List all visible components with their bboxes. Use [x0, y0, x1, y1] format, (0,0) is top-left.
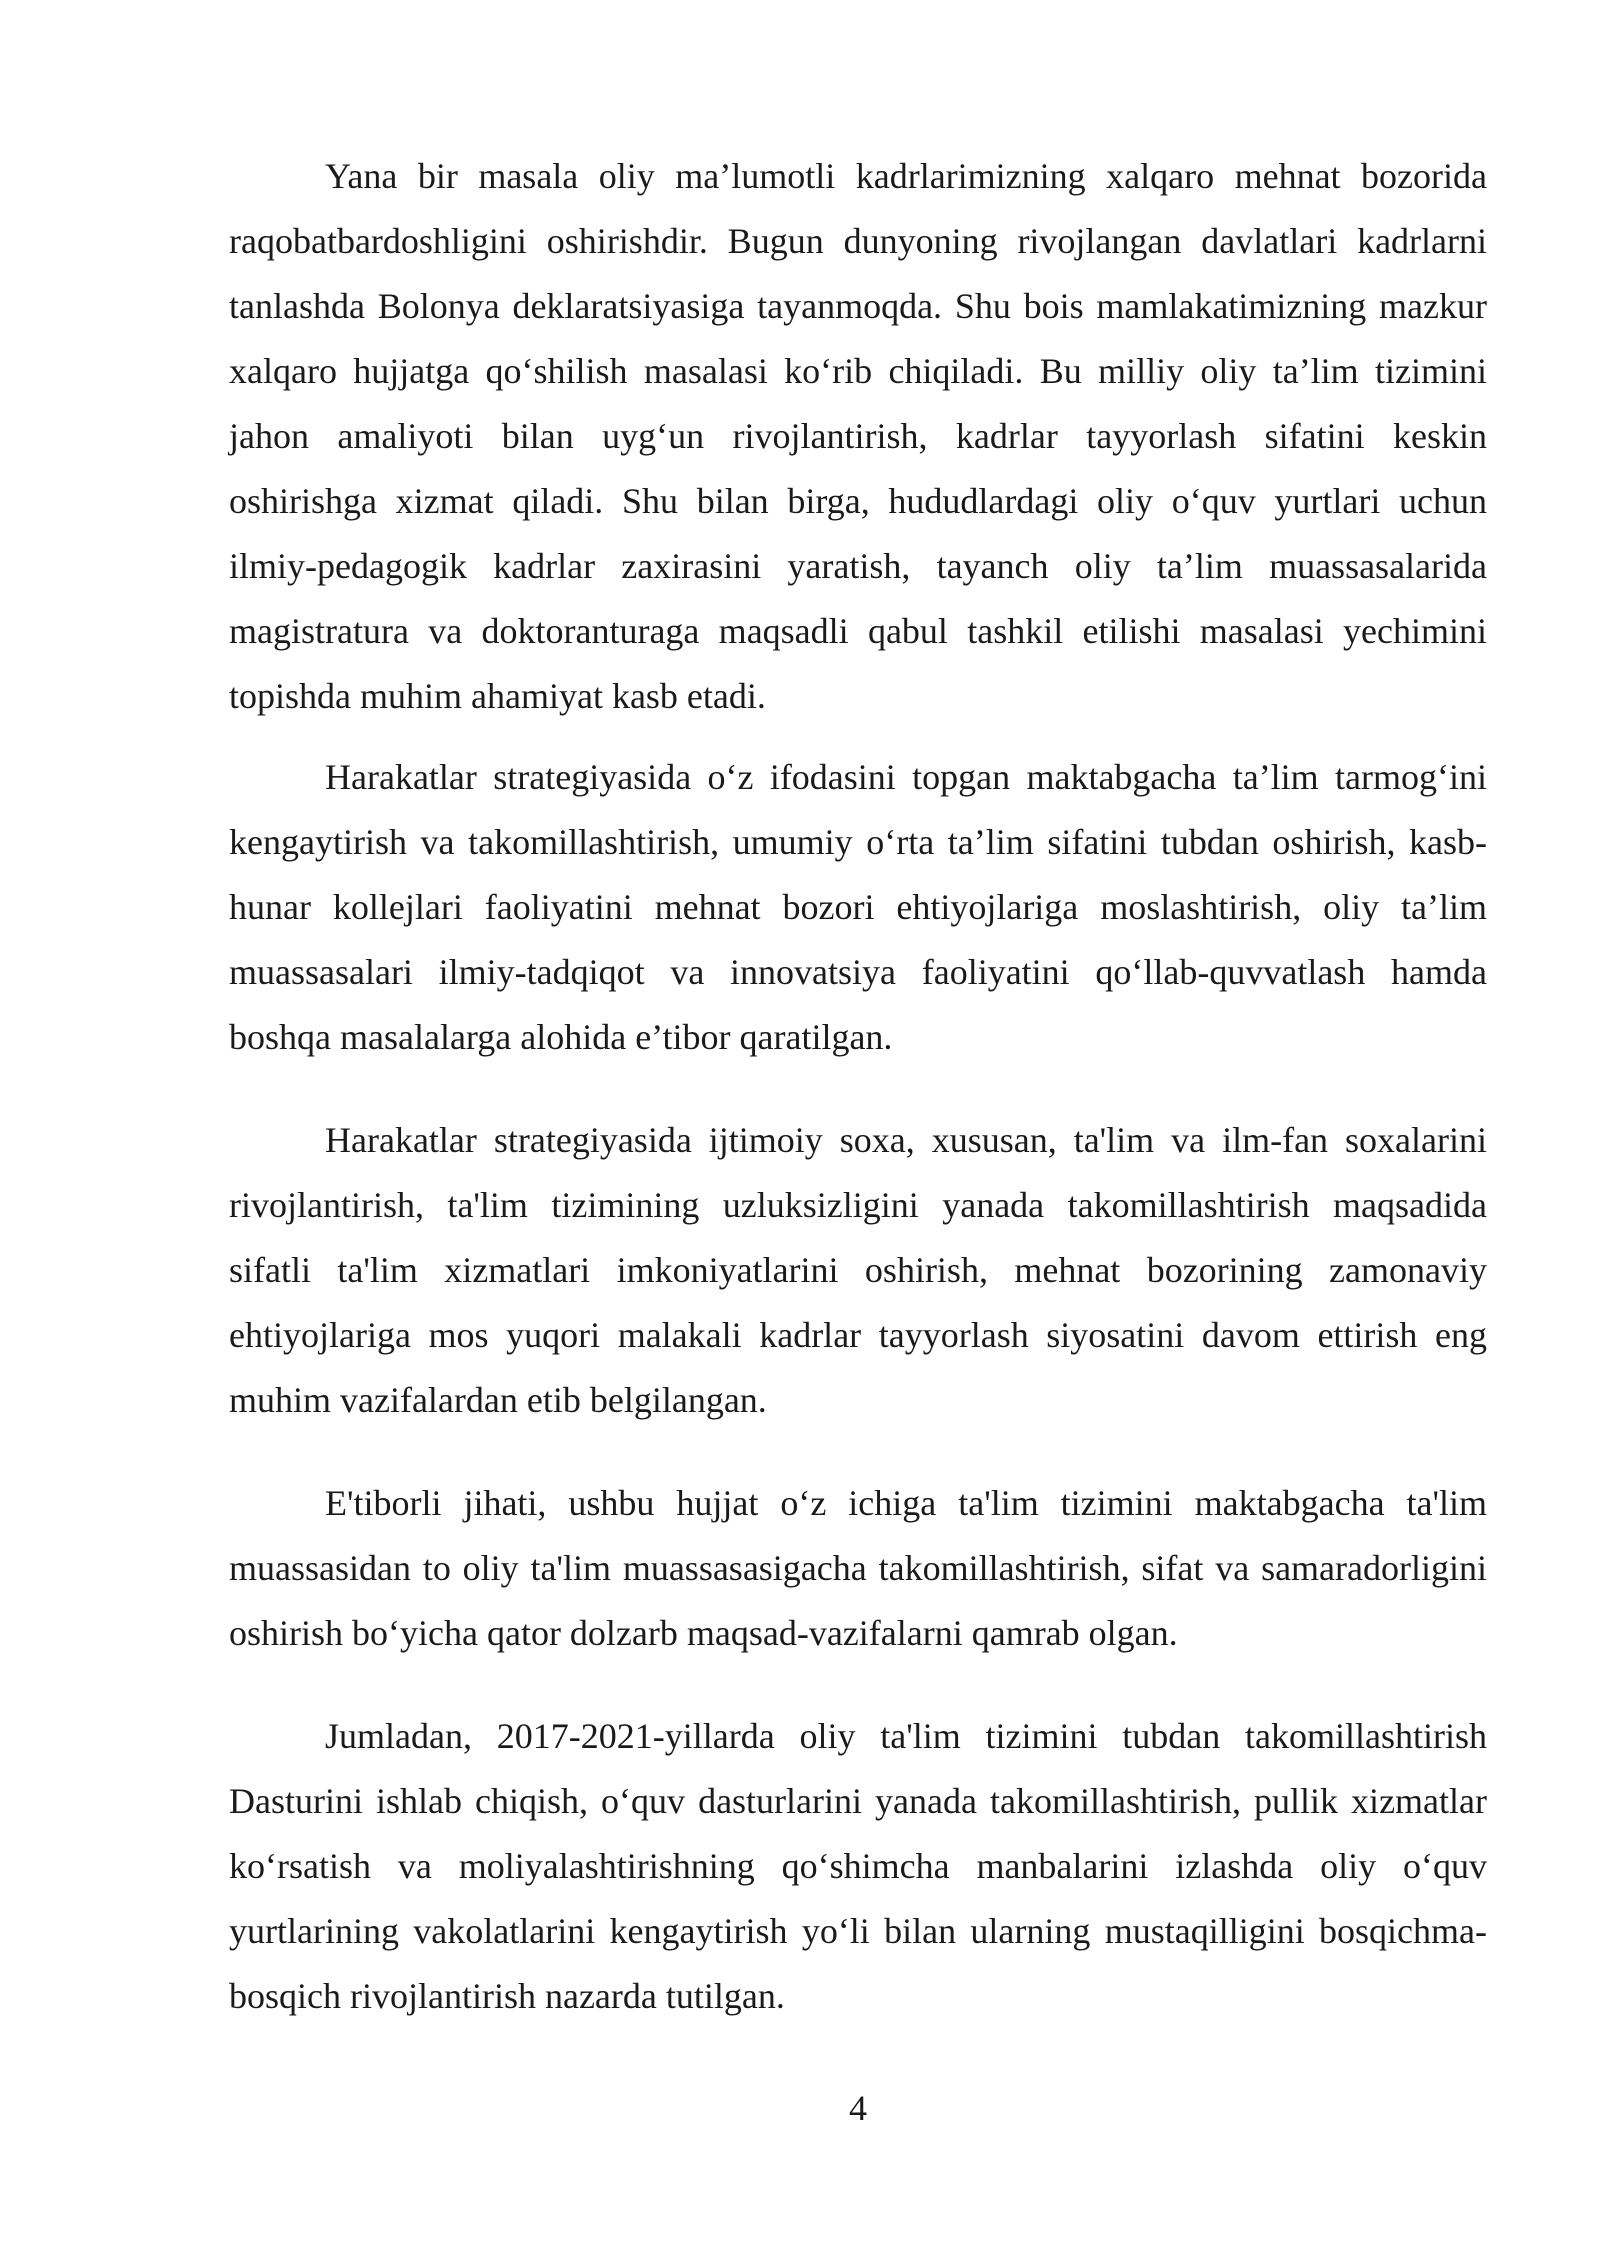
paragraph-1: Yana bir masala oliy ma’lumotli kadrlarimizning xalqaro mehnat bozorida raqobatbardoshligini oshirishdir. Bugun dunyoning rivojlangan davlatlari kadrlarni tanlashda Bolonya deklaratsiyasiga tayanmoqda. Shu bois mamlakatimizning mazkur xalqaro hujjatga qo‘shilish masalasi ko‘rib chiqiladi. Bu milliy oliy ta’lim tizimini jahon amaliyoti bilan uyg‘un rivojlantirish, kadrlar tayyorlash sifatini keskin oshirishga xizmat qiladi. Shu bilan birga, hududlardagi oliy o‘quv yurtlari uchun ilmiy-pedagogik kadrlar zaxirasini yaratish, tayanch oliy ta’lim muassasalarida magistratura va doktoranturaga maqsadli qabul tashkil etilishi masalasi yechimini topishda muhim ahamiyat kasb etadi. [229, 156, 1487, 716]
paragraph-3: Harakatlar strategiyasida ijtimoiy soxa, xususan, ta'lim va ilm-fan soxalarini rivojlantirish, ta'lim tizimining uzluksizligini yanada takomillashtirish maqsadida sifatli ta'lim xizmatlari imkoniyatlarini oshirish, mehnat bozorining zamonaviy ehtiyojlariga mos yuqori malakali kadrlar tayyorlash siyosatini davom ettirish eng muhim vazifalardan etib belgilangan. [229, 1120, 1487, 1420]
document-body [229, 144, 1487, 2029]
paragraph-4: E'tiborli jihati, ushbu hujjat o‘z ichiga ta'lim tizimini maktabgacha ta'lim muassasidan to oliy ta'lim muassasasigacha takomillashtirish, sifat va samaradorligini oshirish bo‘yicha qator dolzarb maqsad-vazifalarni qamrab olgan. [229, 1483, 1487, 1653]
paragraph-2: Harakatlar strategiyasida o‘z ifodasini topgan maktabgacha ta’lim tarmog‘ini kengaytirish va takomillashtirish, umumiy o‘rta ta’lim sifatini tubdan oshirish, kasb-hunar kollejlari faoliyatini mehnat bozori ehtiyojlariga moslashtirish, oliy ta’lim muassasalari ilmiy-tadqiqot va innovatsiya faoliyatini qo‘llab-quvvatlash hamda boshqa masalalarga alohida e’tibor qaratilgan. [229, 757, 1487, 1057]
paragraph-5: Jumladan, 2017-2021-yillarda oliy ta'lim tizimini tubdan takomillashtirish Dasturini ishlab chiqish, o‘quv dasturlarini yanada takomillashtirish, pullik xizmatlar ko‘rsatish va moliyalashtirishning qo‘shimcha manbalarini izlashda oliy o‘quv yurtlarining vakolatlarini kengaytirish yo‘li bilan ularning mustaqilligini bosqichma-bosqich rivojlantirish nazarda tutilgan. [229, 1716, 1487, 2016]
page-number: 4 [849, 2088, 867, 2128]
